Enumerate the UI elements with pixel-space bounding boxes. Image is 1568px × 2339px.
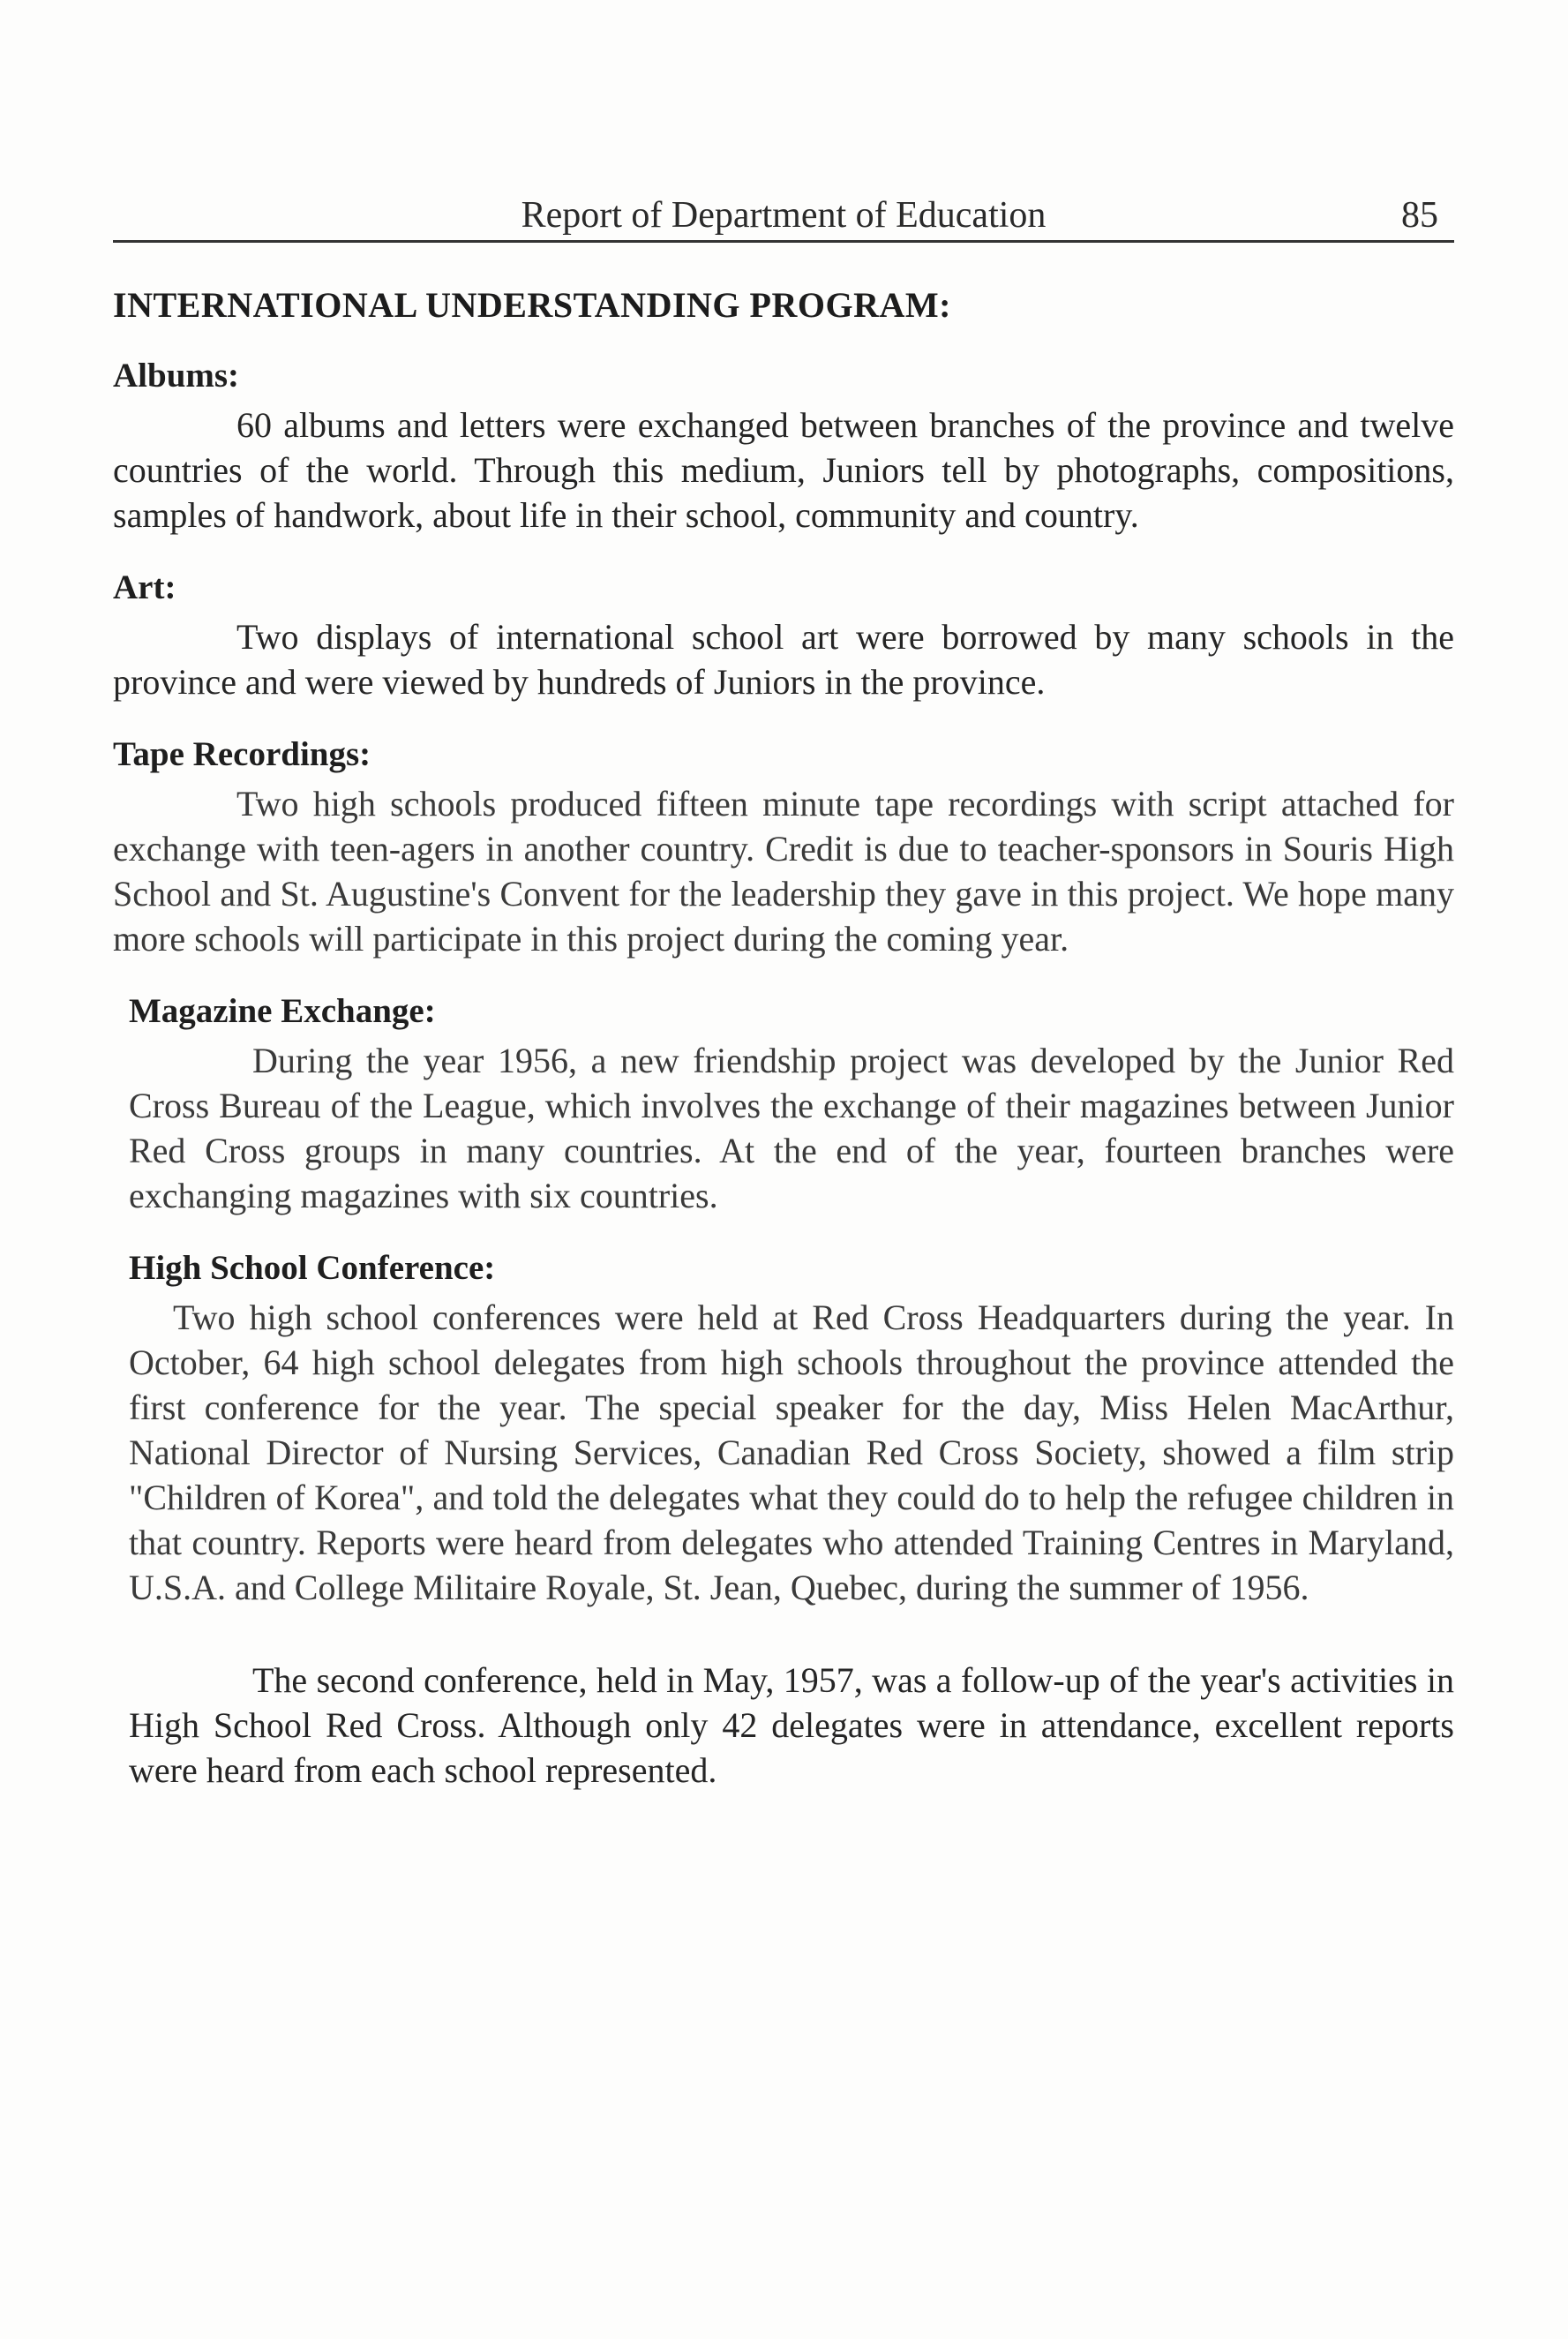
paragraph-art: Two displays of international school art were borrowed by many schools in the province and were viewed by hundreds of Juniors in the province. xyxy=(113,617,1454,702)
main-heading: INTERNATIONAL UNDERSTANDING PROGRAM: xyxy=(113,285,951,325)
section-heading-albums: Albums: xyxy=(113,357,240,395)
section-high-school-conference xyxy=(113,1248,1454,1610)
running-title: Report of Department of Education xyxy=(521,195,1047,236)
paragraph-conference-1: Two high school conferences were held at Red Cross Headquarters during the year. In October, 64 high school delegates from high schools throughout the province attended the first conference for the year. The special speaker for the day, Miss Helen MacArthur, National Director of Nursing Services, Canadian Red Cross Society, showed a film strip "Children of Korea", and told the delegates what they could do to help the refugee children in that country. Reports were heard from delegates who attended Training Centres in Maryland, U.S.A. and College Militaire Royale, St. Jean, Quebec, during the summer of 1956. xyxy=(129,1297,1454,1607)
paragraph-tape-recordings: Two high schools produced fifteen minute tape recordings with script attached for exchange with teen-agers in another country. Credit is due to teacher-sponsors in Souris High School and St. Augustine's Convent for the leadership they gave in this project. We hope many more schools will participate in this project during the coming year. xyxy=(113,784,1454,959)
paragraph-conference-2: The second conference, held in May, 1957, was a follow-up of the year's activities in High School Red Cross. Although only 42 delegates were in attendance, excellent reports were heard from each school represented. xyxy=(129,1660,1454,1790)
section-heading-magazine-exchange: Magazine Exchange: xyxy=(129,992,436,1030)
section-second-conference xyxy=(113,1658,1454,1793)
section-albums xyxy=(113,356,1454,538)
page-content xyxy=(113,284,1454,1823)
page-number: 85 xyxy=(1401,195,1438,236)
paragraph-magazine-exchange: During the year 1956, a new friendship project was developed by the Junior Red Cross Bureau of the League, which involves the exchange of their magazines between Junior Red Cross groups in many countries. At the end of the year, fourteen branches were exchanging magazines with six countries. xyxy=(129,1041,1454,1215)
section-heading-art: Art: xyxy=(113,568,176,606)
section-heading-high-school-conference: High School Conference: xyxy=(129,1249,496,1287)
section-tape-recordings xyxy=(113,734,1454,961)
section-magazine-exchange xyxy=(113,991,1454,1218)
section-heading-tape-recordings: Tape Recordings: xyxy=(113,735,371,773)
paragraph-albums: 60 albums and letters were exchanged between branches of the province and twelve countries of the world. Through this medium, Juniors tell by photographs, compositions, samples of handwork, about life in their school, community and country. xyxy=(113,405,1454,535)
section-art xyxy=(113,568,1454,704)
running-header xyxy=(113,191,1454,243)
